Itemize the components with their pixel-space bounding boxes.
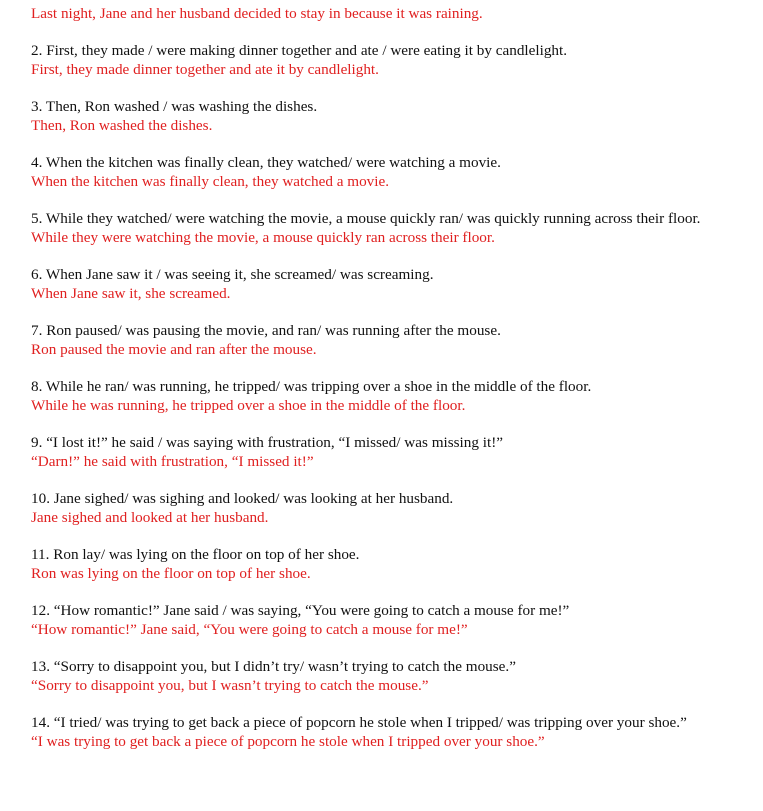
exercise-item-2 (31, 41, 751, 79)
question-text: 8. While he ran/ was running, he tripped/ was tripping over a shoe in the middle of the floor. (31, 378, 592, 395)
exercise-item-9 (31, 433, 751, 471)
exercise-item-4 (31, 153, 751, 191)
answer-text: “Sorry to disappoint you, but I wasn’t trying to catch the mouse.” (31, 677, 429, 694)
answer-text: “I was trying to get back a piece of popcorn he stole when I tripped over your shoe.” (31, 733, 545, 750)
question-text: 7. Ron paused/ was pausing the movie, and ran/ was running after the mouse. (31, 322, 501, 339)
answer-text: When the kitchen was finally clean, they watched a movie. (31, 173, 390, 190)
worksheet-page (31, 4, 751, 751)
exercise-item-10 (31, 489, 751, 527)
question-text: 14. “I tried/ was trying to get back a piece of popcorn he stole when I tripped/ was tripping over your shoe.” (31, 714, 687, 731)
question-text: 10. Jane sighed/ was sighing and looked/ was looking at her husband. (31, 490, 454, 507)
answer-text: “How romantic!” Jane said, “You were going to catch a mouse for me!” (31, 621, 468, 638)
answer-text: When Jane saw it, she screamed. (31, 285, 231, 302)
exercise-item-8 (31, 377, 751, 415)
question-text: 13. “Sorry to disappoint you, but I didn’t try/ wasn’t trying to catch the mouse.” (31, 658, 516, 675)
answer-text: Ron was lying on the floor on top of her shoe. (31, 565, 311, 582)
intro-answer: Last night, Jane and her husband decided to stay in because it was raining. (31, 5, 483, 22)
exercise-item-6 (31, 265, 751, 303)
question-text: 5. While they watched/ were watching the movie, a mouse quickly ran/ was quickly running across their floor. (31, 210, 701, 227)
exercise-item-7 (31, 321, 751, 359)
question-text: 4. When the kitchen was finally clean, they watched/ were watching a movie. (31, 154, 501, 171)
exercise-item-12 (31, 601, 751, 639)
question-text: 11. Ron lay/ was lying on the floor on top of her shoe. (31, 546, 360, 563)
answer-text: Jane sighed and looked at her husband. (31, 509, 269, 526)
answer-text: Then, Ron washed the dishes. (31, 117, 213, 134)
answer-text: While they were watching the movie, a mouse quickly ran across their floor. (31, 229, 495, 246)
answer-text: While he was running, he tripped over a shoe in the middle of the floor. (31, 397, 466, 414)
question-text: 3. Then, Ron washed / was washing the dishes. (31, 98, 318, 115)
answer-text: “Darn!” he said with frustration, “I missed it!” (31, 453, 314, 470)
question-text: 9. “I lost it!” he said / was saying with frustration, “I missed/ was missing it!” (31, 434, 503, 451)
question-text: 2. First, they made / were making dinner together and ate / were eating it by candlelight. (31, 42, 568, 59)
question-text: 12. “How romantic!” Jane said / was saying, “You were going to catch a mouse for me!” (31, 602, 570, 619)
exercise-item-14 (31, 713, 751, 751)
exercise-item-11 (31, 545, 751, 583)
exercise-item-5 (31, 209, 751, 247)
answer-text: First, they made dinner together and ate it by candlelight. (31, 61, 379, 78)
exercise-item-13 (31, 657, 751, 695)
answer-text: Ron paused the movie and ran after the mouse. (31, 341, 317, 358)
exercise-item-3 (31, 97, 751, 135)
question-text: 6. When Jane saw it / was seeing it, she screamed/ was screaming. (31, 266, 434, 283)
